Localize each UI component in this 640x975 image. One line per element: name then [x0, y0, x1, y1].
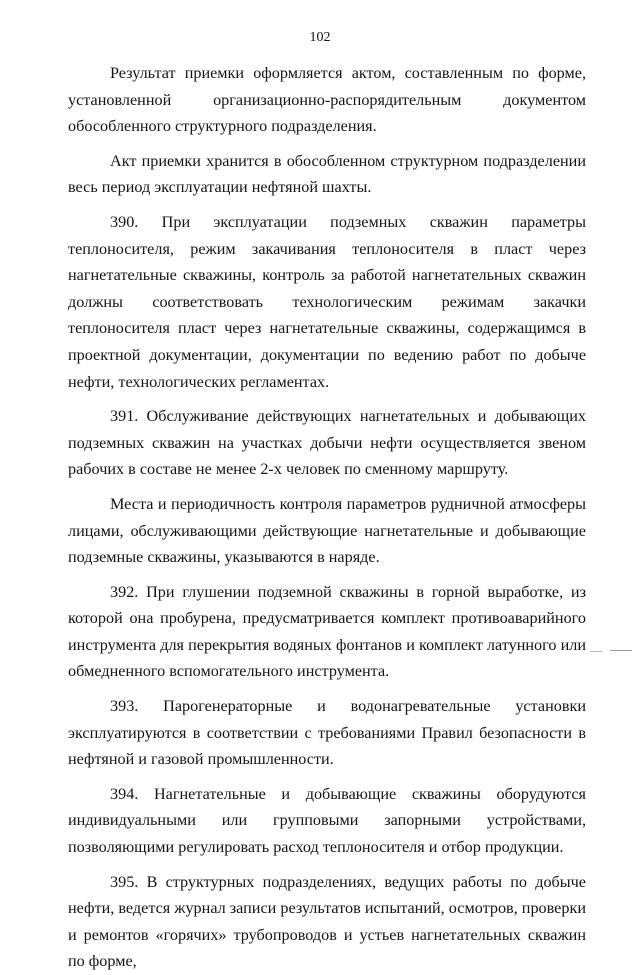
paragraph-acceptance-result: Результат приемки оформляется актом, составленным по форме, установленной организационно-распорядительным документом обособленного структурного подразделения.: [68, 64, 586, 136]
document-body: [68, 60, 586, 975]
paragraph-393: 393. Парогенераторные и водонагревательные установки эксплуатируются в соответствии с требованиями Правил безопасности в нефтяной и газовой промышленности.: [68, 697, 586, 769]
paragraph-acceptance-act: Акт приемки хранится в обособленном структурном подразделении весь период эксплуатации нефтяной шахты.: [68, 151, 586, 197]
paragraph-390: 390. При эксплуатации подземных скважин параметры теплоносителя, режим закачивания теплоносителя в пласт через нагнетательные скважины, контроль за работой нагнетательных скважин должны соответствовать технологическим режимам закачки теплоносителя пласт через нагнетательные скважины, содержащимся в проектной документации, документации по ведению работ по добыче нефти, технологических регламентах.: [68, 212, 586, 391]
paragraph-391: 391. Обслуживание действующих нагнетательных и добывающих подземных скважин на участках добычи нефти осуществляется звеном рабочих в составе не менее 2-х человек по сменному маршруту.: [68, 407, 586, 479]
scan-edge-mark-short: [590, 651, 602, 652]
scan-edge-mark: [610, 650, 632, 651]
paragraph-392: 392. При глушении подземной скважины в горной выработке, из которой она пробурена, предусматривается комплект противоаварийного инструмента для перекрытия водяных фонтанов и комплект латунного или обмедненного вспомогательного инструмента.: [68, 582, 586, 681]
page-number: 102: [309, 30, 331, 45]
paragraph-395: 395. В структурных подразделениях, ведущих работы по добыче нефти, ведется журнал записи результатов испытаний, осмотров, проверки и ремонтов «горячих» трубопроводов и устьев нагнетательных скважин по форме,: [68, 872, 586, 971]
paragraph-394: 394. Нагнетательные и добывающие скважины оборудуются индивидуальными или групповыми запорными устройствами, позволяющими регулировать расход теплоносителя и отбор продукции.: [68, 784, 586, 857]
paragraph-monitoring-places: Места и периодичность контроля параметров рудничной атмосферы лицами, обслуживающими действующие нагнетательные и добывающие подземные скважины, указываются в наряде.: [68, 494, 586, 567]
